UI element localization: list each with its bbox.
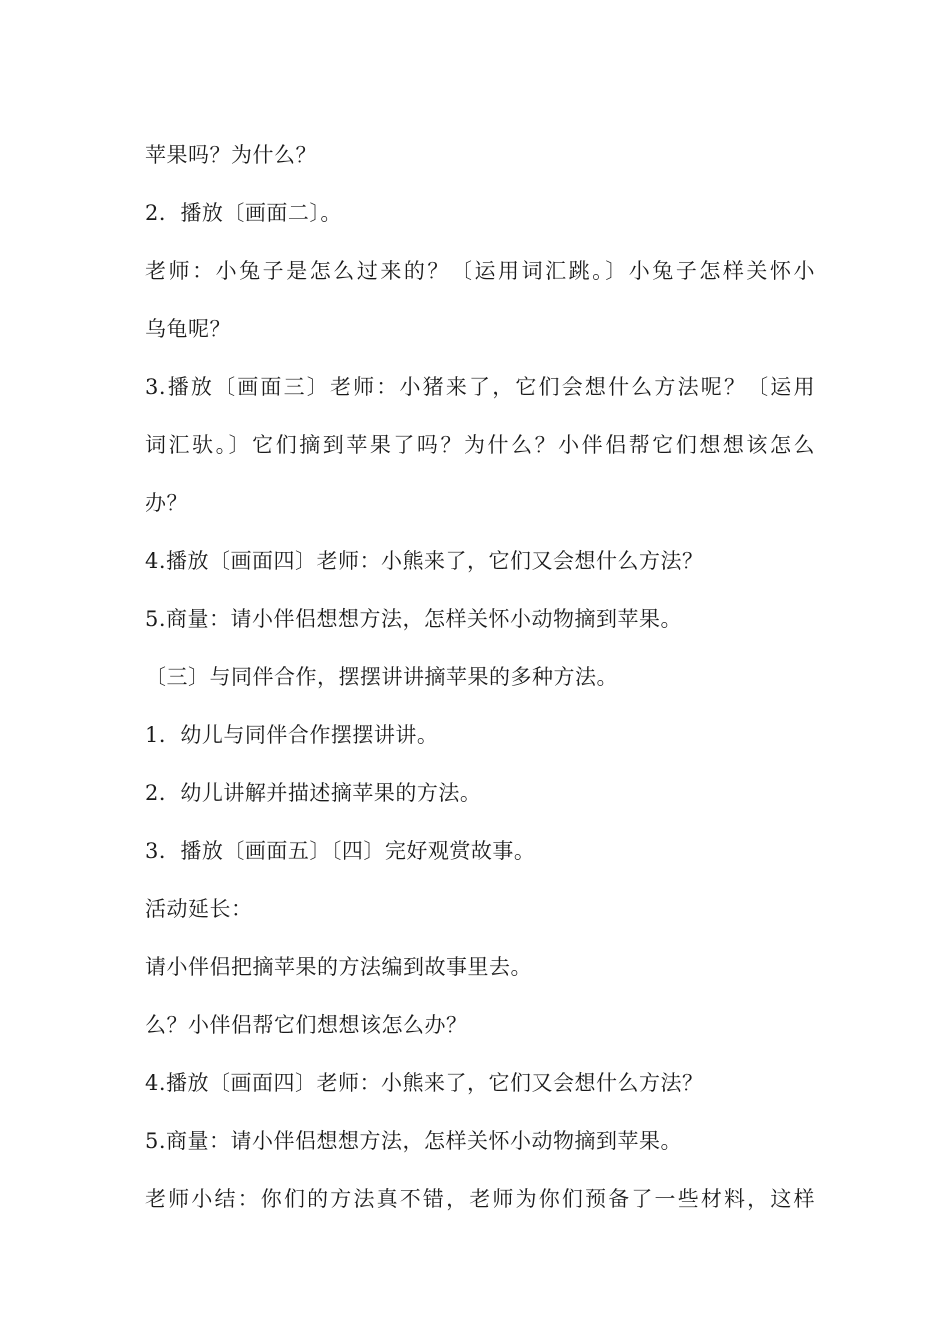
text-line: 乌龟呢？: [145, 317, 231, 341]
text-line: 老师：小兔子是怎么过来的？〔运用词汇跳。〕小兔子怎样关怀小: [145, 259, 815, 283]
text-line: 5.商量：请小伴侣想想方法，怎样关怀小动物摘到苹果。: [145, 1129, 683, 1153]
text-line: 办？: [145, 491, 188, 515]
text-line: 3.播放〔画面三〕老师：小猪来了，它们会想什么方法呢？〔运用: [145, 375, 815, 399]
text-line: 5.商量：请小伴侣想想方法，怎样关怀小动物摘到苹果。: [145, 607, 683, 631]
section-heading: 活动延长：: [145, 897, 253, 921]
text-line: 4.播放〔画面四〕老师：小熊来了，它们又会想什么方法？: [145, 549, 704, 573]
text-line: 4.播放〔画面四〕老师：小熊来了，它们又会想什么方法？: [145, 1071, 704, 1095]
text-line: 请小伴侣把摘苹果的方法编到故事里去。: [145, 955, 532, 979]
text-line: 1．幼儿与同伴合作摆摆讲讲。: [145, 723, 439, 747]
text-line: 2．播放〔画面二〕。: [145, 201, 342, 225]
text-line: 2．幼儿讲解并描述摘苹果的方法。: [145, 781, 482, 805]
text-line: 词汇驮。〕它们摘到苹果了吗？为什么？小伴侣帮它们想想该怎么: [145, 433, 815, 457]
text-line: 老师小结：你们的方法真不错，老师为你们预备了一些材料，这样: [145, 1187, 815, 1211]
document-body: [145, 126, 815, 1228]
text-line: 3．播放〔画面五〕〔四〕完好观赏故事。: [145, 839, 536, 863]
text-line: 苹果吗？为什么？: [145, 143, 317, 167]
section-heading: 〔三〕与同伴合作，摆摆讲讲摘苹果的多种方法。: [145, 665, 618, 689]
text-line: 么？小伴侣帮它们想想该怎么办？: [145, 1013, 468, 1037]
